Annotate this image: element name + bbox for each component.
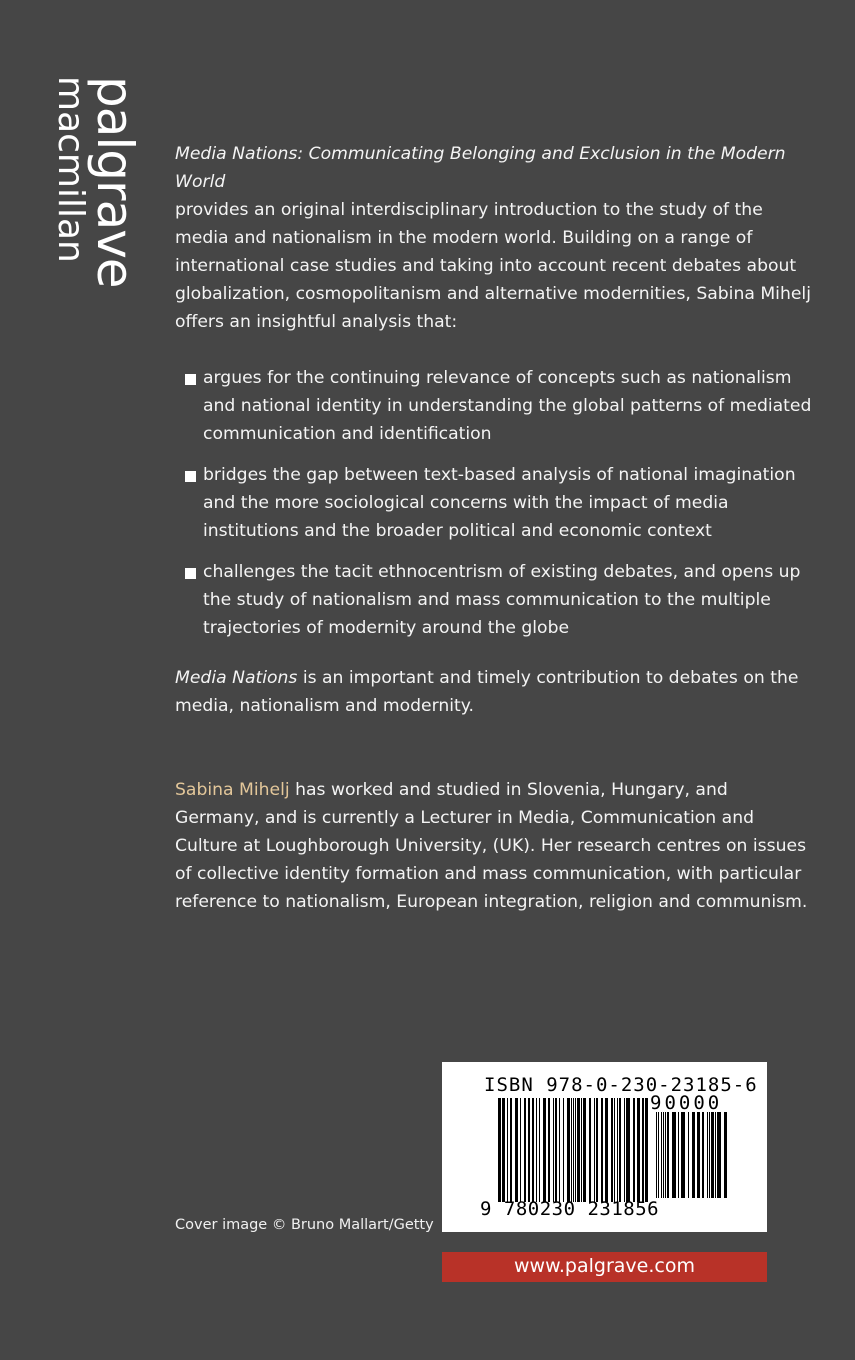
barcode-bar [548, 1098, 550, 1202]
barcode-bar [596, 1098, 598, 1202]
bullet-list [185, 364, 815, 642]
barcode-bar [571, 1098, 572, 1202]
barcode-bar [678, 1112, 679, 1198]
logo-palgrave: palgrave [86, 76, 144, 288]
barcode-bar [624, 1098, 625, 1202]
barcode-bar [614, 1098, 615, 1202]
barcode-bar [581, 1098, 582, 1202]
barcode-bar [567, 1098, 570, 1202]
barcode-bar [524, 1098, 526, 1202]
barcode-bar [661, 1112, 662, 1198]
barcode-bar [697, 1112, 700, 1198]
barcode-bar [507, 1098, 508, 1202]
barcode-bar [553, 1098, 554, 1202]
barcode-bar [543, 1098, 546, 1202]
cover-credit: Cover image © Bruno Mallart/Getty [175, 1217, 434, 1233]
square-bullet-icon [185, 471, 196, 482]
barcode-bar [532, 1098, 534, 1202]
barcode-bar [528, 1098, 530, 1202]
barcode-bar [515, 1098, 518, 1202]
barcode-bar [617, 1098, 618, 1202]
barcode-bar [563, 1098, 564, 1202]
closing-paragraph [175, 664, 815, 720]
isbn-barcode [442, 1062, 767, 1232]
barcode-bar [626, 1098, 630, 1202]
barcode-bar [577, 1098, 580, 1202]
barcode-bar [575, 1098, 576, 1202]
publisher-logo [50, 76, 144, 288]
barcode-bar [539, 1098, 540, 1202]
bullet-text: argues for the continuing relevance of concepts such as nationalism and national identity in understanding the global patterns of mediated communication and identification [203, 368, 812, 444]
barcode-bar [681, 1112, 685, 1198]
logo-macmillan: macmillan [50, 76, 91, 263]
barcode-bar [672, 1112, 676, 1198]
barcode-bar [667, 1112, 669, 1198]
barcode-bar [688, 1112, 689, 1198]
barcode-bar [573, 1098, 574, 1202]
barcode-bar [498, 1098, 501, 1202]
barcode-bar [611, 1098, 613, 1202]
barcode-bar [601, 1098, 603, 1202]
barcode-bar [645, 1098, 648, 1202]
barcode-bar [555, 1098, 557, 1202]
barcode-bar [702, 1112, 704, 1198]
isbn-label: ISBN 978-0-230-23185-6 [484, 1074, 758, 1096]
barcode-bar [637, 1098, 640, 1202]
square-bullet-icon [185, 568, 196, 579]
closing-title: Media Nations [175, 668, 298, 688]
bullet-text: challenges the tacit ethnocentrism of existing debates, and opens up the study of nationalism and mass communication to the multiple trajectories of modernity around the globe [203, 562, 801, 638]
author-bio [175, 776, 815, 916]
barcode-bar [709, 1112, 710, 1198]
list-item [185, 364, 815, 448]
barcode-bar [707, 1112, 708, 1198]
intro-text: provides an original interdisciplinary introduction to the study of the media and nationalism in the modern world. Building on a range of international case studies and taking into account recent debates about globalization, cosmopolitanism and alternative modernities, Sabina Mihelj offers an insightful analysis that: [175, 200, 811, 332]
list-item [185, 461, 815, 545]
barcode-bar [692, 1112, 695, 1198]
intro-paragraph [175, 140, 815, 336]
square-bullet-icon [185, 374, 196, 385]
bullet-text: bridges the gap between text-based analysis of national imagination and the more sociological concerns with the impact of media institutions and the broader political and economic context [203, 465, 796, 541]
barcode-bar [619, 1098, 621, 1202]
barcode-bar [711, 1112, 714, 1198]
barcode-bar [583, 1098, 586, 1202]
barcode-bar [510, 1098, 512, 1202]
barcode-digits: 9 780230 231856 [480, 1198, 660, 1220]
publisher-url[interactable]: www.palgrave.com [442, 1252, 767, 1282]
barcode-bar [594, 1098, 595, 1202]
blurb [175, 140, 815, 916]
bio-text: has worked and studied in Slovenia, Hungary, and Germany, and is currently a Lecturer in Media, Communication and Culture at Loughborough University, (UK). Her research centres on issues of collective identity formation and mass communication, with particular reference to nationalism, European integration, religion and communism. [175, 780, 808, 912]
barcode-bar [715, 1112, 716, 1198]
author-name: Sabina Mihelj [175, 780, 290, 800]
barcode-bar [642, 1098, 644, 1202]
barcode-bar [658, 1112, 659, 1198]
barcode-bar [665, 1112, 666, 1198]
book-title: Media Nations: Communicating Belonging and Exclusion in the Modern World [175, 144, 786, 192]
barcode-bar [656, 1112, 657, 1198]
barcode-bar [633, 1098, 635, 1202]
barcode-bar [536, 1098, 537, 1202]
barcode-bar [559, 1098, 560, 1202]
price-addon: 90000 [650, 1092, 723, 1114]
barcode-bar [589, 1098, 591, 1202]
closing-text: is an important and timely contribution to debates on the media, nationalism and modernity. [175, 668, 799, 716]
barcode-bar [663, 1112, 664, 1198]
list-item [185, 558, 815, 642]
barcode-bar [717, 1112, 721, 1198]
barcode-bar [605, 1098, 608, 1202]
barcode-bar [520, 1098, 521, 1202]
barcode-bar [502, 1098, 505, 1202]
barcode-bar [724, 1112, 727, 1198]
